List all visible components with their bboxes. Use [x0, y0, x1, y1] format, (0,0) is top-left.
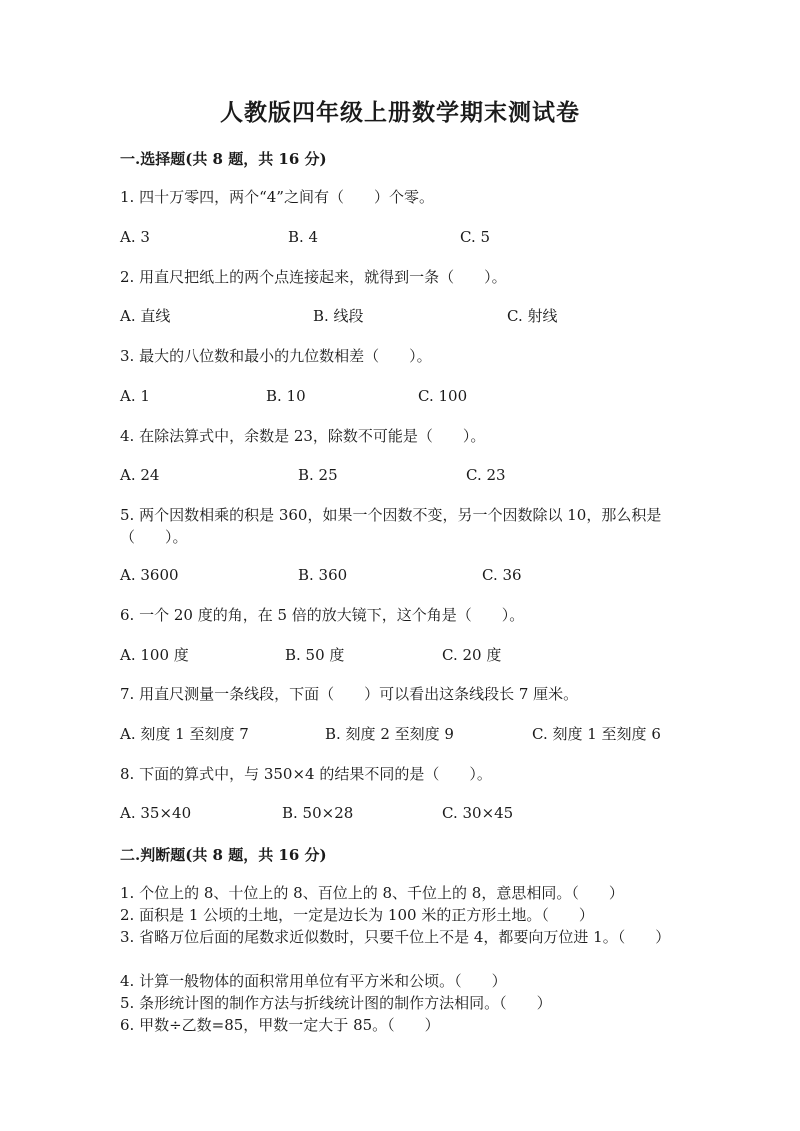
option-b: B. 线段: [313, 307, 364, 325]
question-2: 2. 用直尺把纸上的两个点连接起来，就得到一条（ ）。: [120, 268, 507, 286]
option-a: A. 3600: [120, 566, 179, 584]
option-c: C. 23: [466, 466, 506, 484]
option-c: C. 100: [418, 387, 468, 405]
option-c: C. 20 度: [442, 646, 502, 664]
option-b: B. 25: [298, 466, 338, 484]
option-b: B. 4: [288, 228, 319, 246]
option-b: B. 50×28: [282, 804, 354, 822]
section-heading-choice: 一.选择题(共 8 题，共 16 分): [120, 150, 327, 168]
judge-item-6: 6. 甲数÷乙数=85，甲数一定大于 85。（ ）: [120, 1016, 440, 1034]
option-a: A. 刻度 1 至刻度 7: [120, 725, 249, 743]
option-a: A. 24: [120, 466, 160, 484]
question-8: 8. 下面的算式中，与 350×4 的结果不同的是（ ）。: [120, 765, 492, 783]
options-row-7: [120, 723, 720, 745]
judge-item-2: 2. 面积是 1 公顷的土地，一定是边长为 100 米的正方形土地。（ ）: [120, 906, 594, 924]
question-7: 7. 用直尺测量一条线段，下面（ ）可以看出这条线段长 7 厘米。: [120, 685, 579, 703]
options-row-5: [120, 564, 720, 586]
judge-item-3: 3. 省略万位后面的尾数求近似数时，只要千位上不是 4，都要向万位进 1。（ ）: [120, 928, 671, 946]
question-5: 5. 两个因数相乘的积是 360，如果一个因数不变，另一个因数除以 10，那么积是（ ）。: [120, 506, 662, 546]
option-a: A. 1: [120, 387, 150, 405]
judge-item-5: 5. 条形统计图的制作方法与折线统计图的制作方法相同。（ ）: [120, 994, 552, 1012]
option-c: C. 5: [460, 228, 491, 246]
judge-item-4: 4. 计算一般物体的面积常用单位有平方米和公顷。（ ）: [120, 972, 507, 990]
options-row-2: [120, 305, 720, 327]
option-a: A. 3: [120, 228, 150, 246]
option-c: C. 36: [482, 566, 522, 584]
options-row-1: [120, 226, 720, 248]
question-4: 4. 在除法算式中，余数是 23，除数不可能是（ ）。: [120, 427, 486, 445]
option-b: B. 360: [298, 566, 348, 584]
option-c: C. 射线: [507, 307, 558, 325]
question-1: 1. 四十万零四，两个“4”之间有（ ）个零。: [120, 188, 434, 206]
option-a: A. 35×40: [120, 804, 192, 822]
options-row-4: [120, 464, 720, 486]
section-heading-true-false: 二.判断题(共 8 题，共 16 分): [120, 846, 327, 864]
option-b: B. 50 度: [285, 646, 345, 664]
option-b: B. 刻度 2 至刻度 9: [325, 725, 454, 743]
options-row-6: [120, 644, 720, 666]
option-c: C. 刻度 1 至刻度 6: [532, 725, 661, 743]
question-6: 6. 一个 20 度的角，在 5 倍的放大镜下，这个角是（ ）。: [120, 606, 525, 624]
option-a: A. 100 度: [120, 646, 189, 664]
option-b: B. 10: [266, 387, 306, 405]
page-title: 人教版四年级上册数学期末测试卷: [220, 99, 580, 126]
judge-item-1: 1. 个位上的 8、十位上的 8、百位上的 8、千位上的 8，意思相同。（ ）: [120, 884, 624, 902]
option-a: A. 直线: [120, 307, 171, 325]
options-row-8: [120, 802, 720, 824]
options-row-3: [120, 385, 720, 407]
question-3: 3. 最大的八位数和最小的九位数相差（ ）。: [120, 347, 432, 365]
option-c: C. 30×45: [442, 804, 514, 822]
